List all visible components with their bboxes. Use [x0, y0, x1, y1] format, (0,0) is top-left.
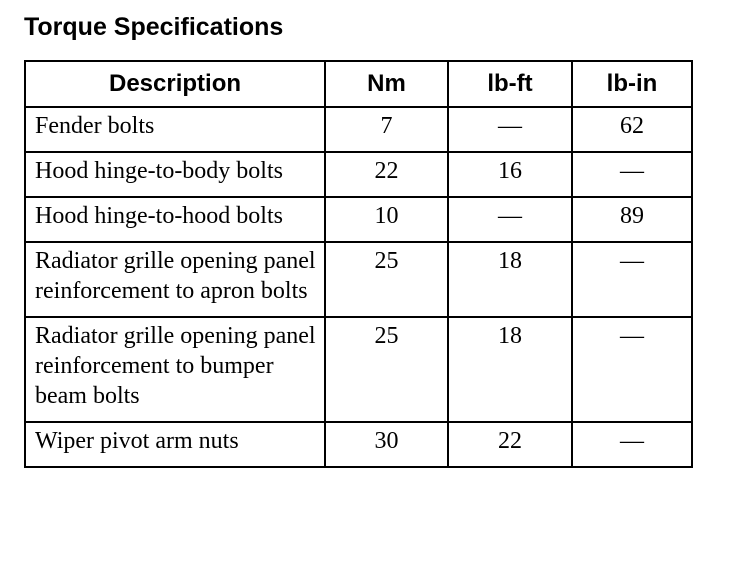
cell-lb-ft: 18 — [448, 317, 572, 422]
cell-lb-in: 62 — [572, 107, 692, 152]
cell-lb-in: — — [572, 317, 692, 422]
table-row — [25, 317, 692, 422]
table-row — [25, 422, 692, 467]
column-header-nm: Nm — [325, 61, 448, 107]
cell-nm: 30 — [325, 422, 448, 467]
cell-nm: 10 — [325, 197, 448, 242]
table-header-row — [25, 61, 692, 107]
cell-nm: 25 — [325, 317, 448, 422]
cell-lb-in: — — [572, 422, 692, 467]
cell-lb-in: 89 — [572, 197, 692, 242]
cell-description: Radiator grille opening panel reinforcement to bumper beam bolts — [25, 317, 325, 422]
cell-description: Hood hinge-to-body bolts — [25, 152, 325, 197]
cell-lb-ft: 16 — [448, 152, 572, 197]
table-row — [25, 197, 692, 242]
column-header-description: Description — [25, 61, 325, 107]
cell-nm: 7 — [325, 107, 448, 152]
torque-specifications-table — [24, 60, 693, 468]
cell-nm: 25 — [325, 242, 448, 317]
cell-description: Radiator grille opening panel reinforcement to apron bolts — [25, 242, 325, 317]
cell-description: Hood hinge-to-hood bolts — [25, 197, 325, 242]
cell-description: Wiper pivot arm nuts — [25, 422, 325, 467]
cell-lb-ft: 18 — [448, 242, 572, 317]
table-row — [25, 242, 692, 317]
cell-lb-ft: 22 — [448, 422, 572, 467]
table-row — [25, 152, 692, 197]
column-header-lb-in: lb-in — [572, 61, 692, 107]
cell-lb-in: — — [572, 152, 692, 197]
table-row — [25, 107, 692, 152]
page-title: Torque Specifications — [24, 13, 284, 41]
cell-lb-in: — — [572, 242, 692, 317]
column-header-lb-ft: lb-ft — [448, 61, 572, 107]
cell-lb-ft: — — [448, 197, 572, 242]
cell-description: Fender bolts — [25, 107, 325, 152]
cell-nm: 22 — [325, 152, 448, 197]
cell-lb-ft: — — [448, 107, 572, 152]
